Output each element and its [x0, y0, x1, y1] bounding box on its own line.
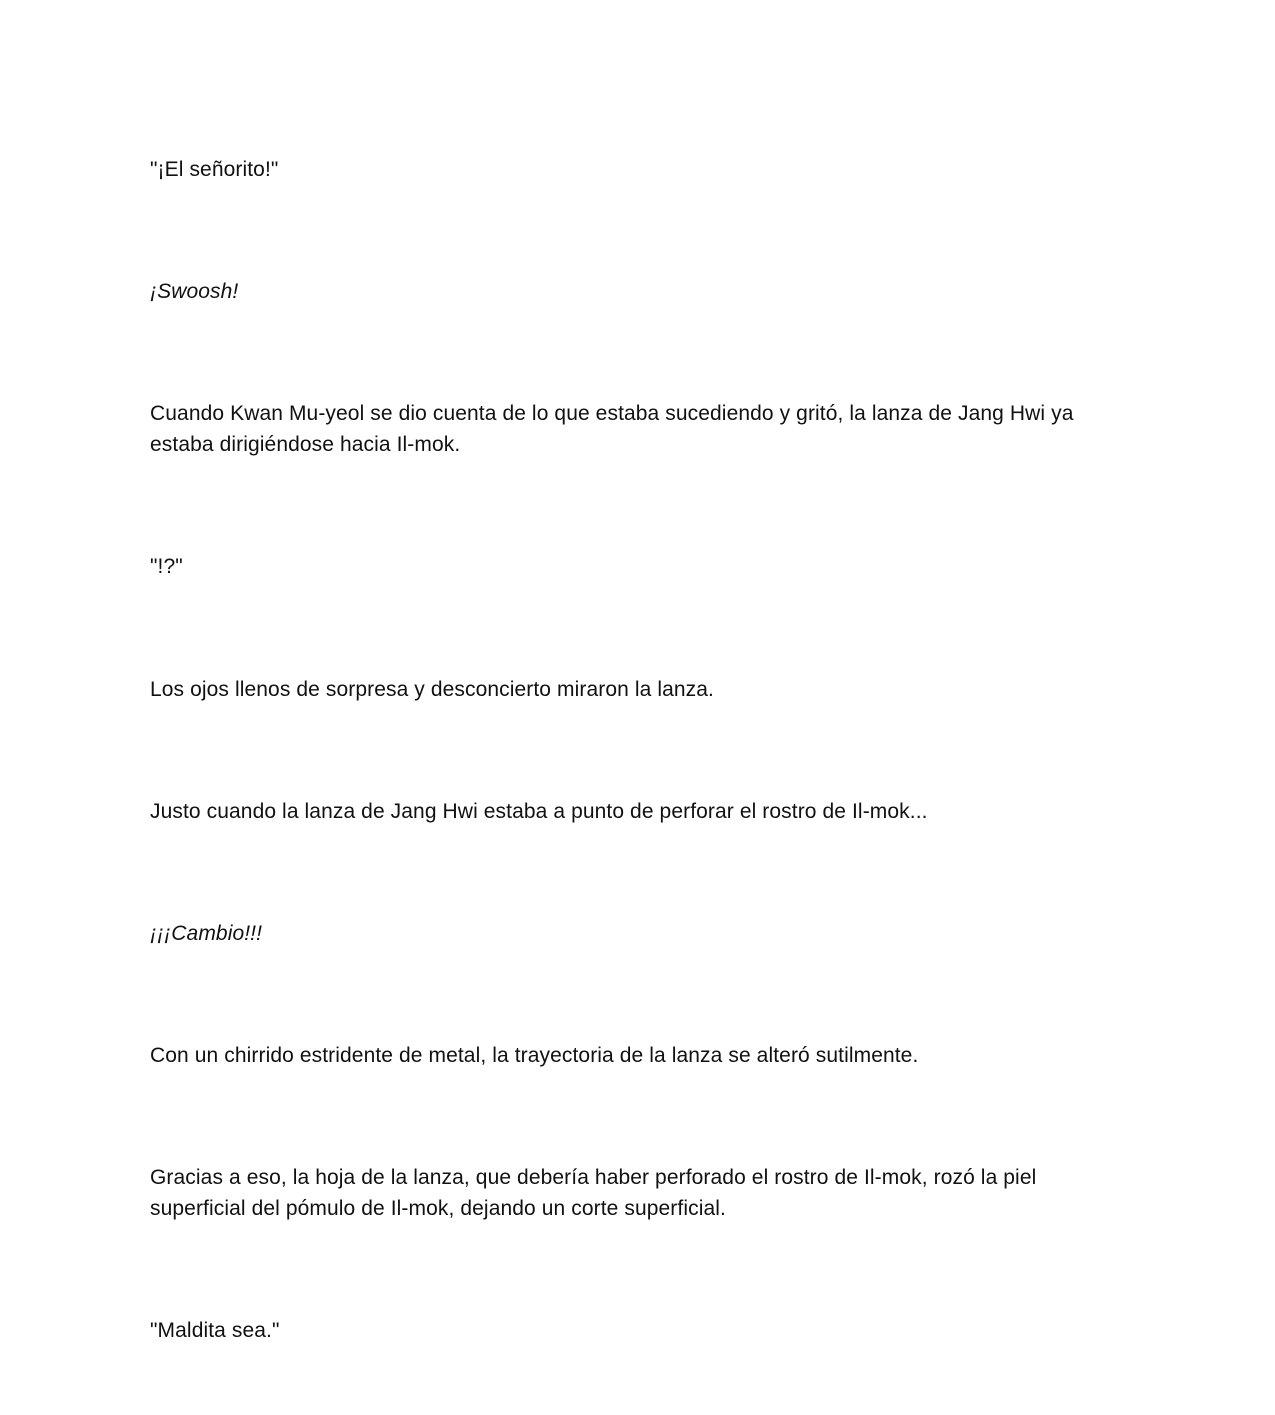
narration-paragraph: Justo cuando la lanza de Jang Hwi estaba a punto de perforar el rostro de Il-mok... [150, 800, 928, 823]
dialogue-paragraph: "Maldita sea." [150, 1319, 280, 1342]
dialogue-paragraph: "!?" [150, 555, 183, 578]
sound-effect-paragraph: ¡Swoosh! [150, 280, 239, 303]
sound-effect-paragraph: ¡¡¡Cambio!!! [150, 922, 263, 945]
narration-paragraph: Cuando Kwan Mu-yeol se dio cuenta de lo que estaba sucediendo y gritó, la lanza de Jang Hwi ya estaba dirigiéndose hacia Il-mok. [150, 402, 1074, 456]
narration-paragraph: Los ojos llenos de sorpresa y desconcierto miraron la lanza. [150, 678, 714, 701]
narration-paragraph: Con un chirrido estridente de metal, la trayectoria de la lanza se alteró sutilmente. [150, 1044, 919, 1067]
narration-paragraph: Gracias a eso, la hoja de la lanza, que debería haber perforado el rostro de Il-mok, rozó la piel superficial del pómulo de Il-mok, dejando un corte superficial. [150, 1166, 1037, 1220]
dialogue-paragraph: "¡El señorito!" [150, 158, 279, 181]
